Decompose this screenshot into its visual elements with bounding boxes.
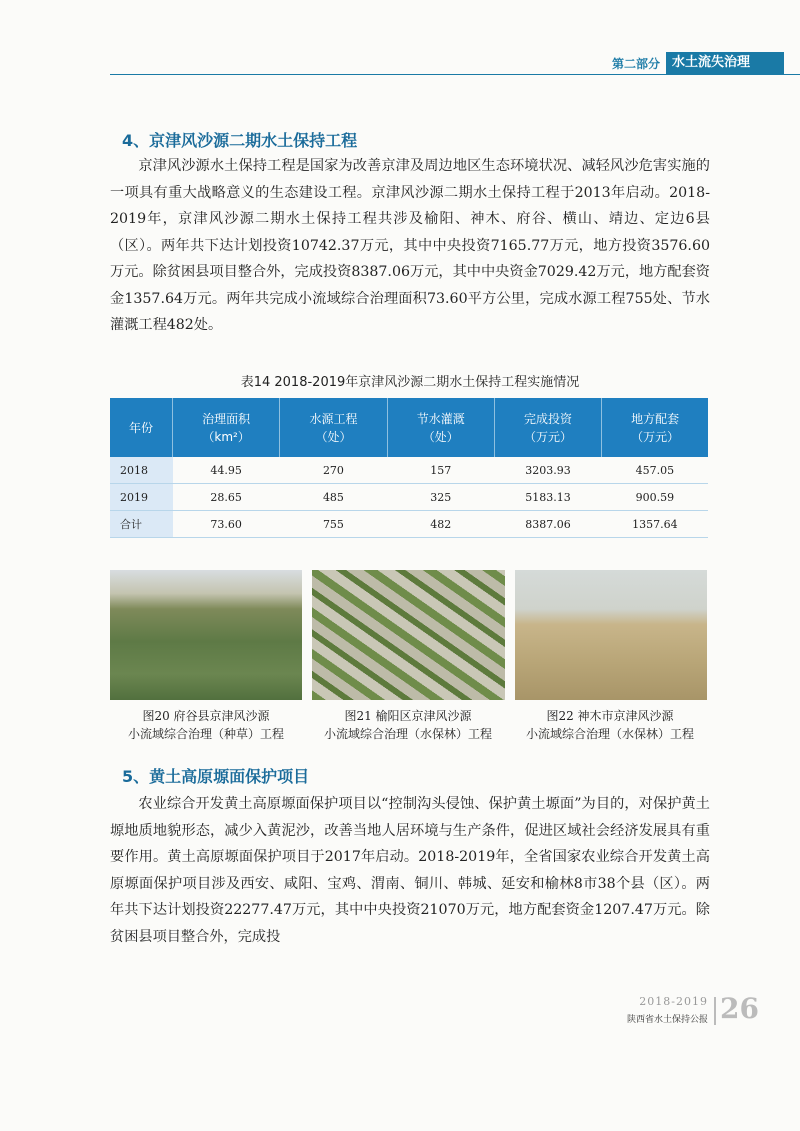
section4-paragraph: 京津风沙源水土保持工程是国家为改善京津及周边地区生态环境状况、减轻风沙危害实施的一项具有重大战略意义的生态建设工程。京津风沙源二期水土保持工程于2013年启动。2018-2019年，京津风沙源二期水土保持工程共涉及榆阳、神木、府谷、横山、靖边、定边6县（区）。两年共下达计划投资10742.37万元，其中中央投资7165.77万元，地方投资3576.60万元。除贫困县项目整合外，完成投资8387.06万元，其中中央资金7029.42万元，地方配套资金1357.64万元。两年共完成小流域综合治理面积73.60平方公里，完成水源工程755处、节水灌溉工程482处。 [110, 158, 710, 333]
section-label: 水土流失治理 [666, 52, 784, 74]
header-area: 治理面积 （km²） [173, 398, 280, 457]
table-cell: 44.95 [173, 457, 280, 484]
table-cell: 270 [280, 457, 387, 484]
table-cell: 485 [280, 484, 387, 511]
photo-yuyang-forest [312, 570, 505, 700]
header-water-source: 水源工程 （处） [280, 398, 387, 457]
part-label: 第二部分 [612, 56, 661, 71]
table-cell: 2019 [110, 484, 173, 511]
table-cell: 28.65 [173, 484, 280, 511]
table-caption: 表14 2018-2019年京津风沙源二期水土保持工程实施情况 [240, 375, 580, 390]
table-header-row [110, 398, 708, 457]
table-cell: 合计 [110, 511, 173, 538]
photo-fugu-grass [110, 570, 302, 700]
table-row [110, 484, 708, 511]
header-irrigation: 节水灌溉 （处） [387, 398, 494, 457]
page-number: 26 [720, 992, 759, 1025]
table-cell: 755 [280, 511, 387, 538]
section-tab [612, 52, 784, 74]
footer-divider [714, 997, 716, 1025]
table-cell: 3203.93 [494, 457, 601, 484]
header-investment: 完成投资 （万元） [494, 398, 601, 457]
header-rule [110, 74, 800, 75]
header-local-funding: 地方配套 （万元） [602, 398, 708, 457]
table-cell: 157 [387, 457, 494, 484]
figure-caption-21: 图21 榆阳区京津风沙源 小流域综合治理（水保林）工程 [323, 709, 492, 741]
figure-caption-22: 图22 神木市京津风沙源 小流域综合治理（水保林）工程 [525, 709, 694, 741]
photo-shenmu-forest [515, 570, 707, 700]
table-cell: 5183.13 [494, 484, 601, 511]
table-row [110, 457, 708, 484]
footer-years: 2018-2019 [639, 995, 708, 1008]
table-cell: 482 [387, 511, 494, 538]
footer-title: 陕西省水土保持公报 [626, 1015, 708, 1025]
table-cell: 1357.64 [602, 511, 708, 538]
section4-heading: 4、京津风沙源二期水土保持工程 [122, 131, 358, 150]
table-cell: 73.60 [173, 511, 280, 538]
section5-heading: 5、黄土高原塬面保护项目 [122, 767, 310, 786]
figure-caption-20: 图20 府谷县京津风沙源 小流域综合治理（种草）工程 [127, 709, 284, 741]
implementation-table [110, 398, 708, 538]
table-cell: 2018 [110, 457, 173, 484]
table-cell: 8387.06 [494, 511, 601, 538]
table-cell: 457.05 [602, 457, 708, 484]
header-year: 年份 [110, 398, 173, 457]
section5-paragraph: 农业综合开发黄土高原塬面保护项目以“控制沟头侵蚀、保护黄土塬面”为目的，对保护黄土塬地质地貌形态，减少入黄泥沙，改善当地人居环境与生产条件，促进区域社会经济发展具有重要作用。黄土高原塬面保护项目于2017年启动。2018-2019年，全省国家农业综合开发黄土高原塬面保护项目涉及西安、咸阳、宝鸡、渭南、铜川、韩城、延安和榆林8市38个县（区）。两年共下达计划投资22277.47万元，其中中央投资21070万元，地方配套资金1207.47万元。除贫困县项目整合外，完成投 [110, 796, 710, 945]
table-row [110, 511, 708, 538]
table-cell: 900.59 [602, 484, 708, 511]
table-cell: 325 [387, 484, 494, 511]
